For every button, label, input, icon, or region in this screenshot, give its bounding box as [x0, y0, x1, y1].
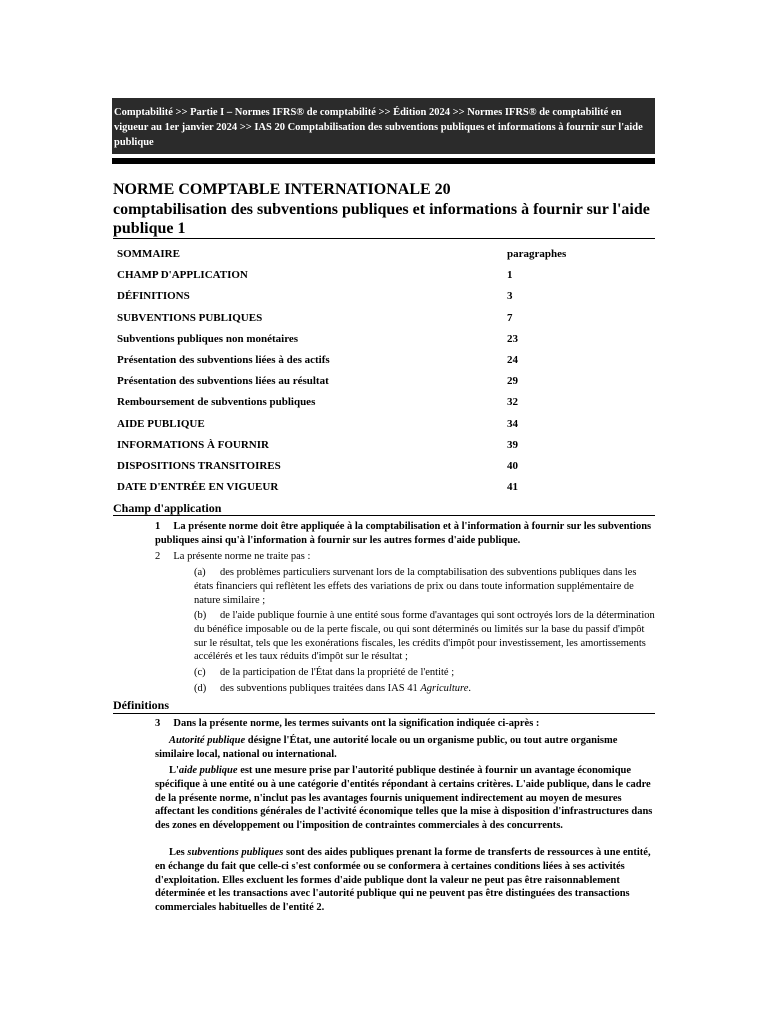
toc-row[interactable]: [113, 329, 573, 350]
paragraph-number: 1: [155, 521, 161, 532]
definition-autorite-publique: [155, 734, 656, 762]
paragraph-3: [155, 717, 655, 731]
list-item: [194, 666, 656, 680]
list-item-letter: (a): [194, 567, 206, 578]
definition-text: désigne l'État, une autorité locale ou un organisme public, ou tout autre organisme similaire local, national ou international.: [155, 735, 618, 760]
toc-paragraph-number: 3: [507, 290, 513, 303]
definition-text: est une mesure prise par l'autorité publique destinée à fournir un avantage économique spécifique à une entité ou à une catégorie d'entités répondant à certains critères. L'aide publique, dans le cadre de la présente norme, n'inclut pas les avantages fournis uniquement indirectement au moyen de mesures affectant les conditions générales de l'activité économique telles que la mise à disposition d'infrastructures dans des zones en développement ou l'imposition de contraintes commerciales à des concurrents.: [155, 765, 653, 832]
toc-row[interactable]: [113, 414, 573, 435]
toc-row[interactable]: [113, 477, 573, 498]
header-divider-bar: [112, 158, 655, 164]
section-rule: [113, 713, 655, 714]
definition-prefix: Les: [169, 847, 188, 858]
table-of-contents: [113, 244, 573, 498]
toc-header-col: paragraphes: [507, 248, 567, 260]
toc-row[interactable]: [113, 350, 573, 371]
toc-row[interactable]: [113, 456, 573, 477]
paragraph-text: La présente norme ne traite pas :: [173, 551, 311, 562]
breadcrumb-separator: >>: [239, 122, 252, 133]
definition-term: Autorité publique: [169, 735, 246, 746]
page-title: [113, 180, 658, 238]
toc-row[interactable]: [113, 265, 573, 286]
list-item-text: des problèmes particuliers survenant lors de la comptabilisation des subventions publiques dans les états financiers qui reflètent les effets des variations de prix ou dans toute information supplémentaire de nature similaire ;: [194, 567, 637, 606]
toc-paragraph-number: 1: [507, 269, 513, 282]
paragraph-number: 3: [155, 718, 161, 729]
definition-subventions-publiques: [155, 846, 656, 915]
paragraph-text: Dans la présente norme, les termes suivants ont la signification indiquée ci-après :: [173, 718, 540, 729]
paragraph-text: La présente norme doit être appliquée à la comptabilisation et à l'information à fournir sur les subventions publiques ainsi qu'à l'information à fournir sur les autres formes d'aide publique.: [155, 521, 652, 546]
toc-link[interactable]: DATE D'ENTRÉE EN VIGUEUR: [117, 481, 279, 494]
toc-link[interactable]: CHAMP D'APPLICATION: [117, 269, 248, 282]
toc-link[interactable]: SUBVENTIONS PUBLIQUES: [117, 311, 263, 324]
toc-link[interactable]: Subventions publiques non monétaires: [117, 332, 299, 345]
definition-term: aide publique: [178, 765, 238, 776]
toc-paragraph-number: 29: [507, 375, 518, 388]
toc-paragraph-number: 32: [507, 396, 518, 409]
section-heading-champ: Champ d'application: [113, 501, 222, 515]
toc-header-label: SOMMAIRE: [117, 248, 180, 260]
breadcrumb-link-ias20[interactable]: IAS 20 Comptabilisation des subventions publiques et informations à fournir sur l'aide publique: [114, 122, 643, 148]
list-item: [194, 609, 656, 664]
breadcrumb-separator: >>: [378, 107, 391, 118]
toc-link[interactable]: AIDE PUBLIQUE: [117, 417, 205, 430]
breadcrumb-separator: >>: [175, 107, 188, 118]
section-heading-definitions: Définitions: [113, 698, 170, 712]
definition-prefix: L': [169, 765, 179, 776]
list-item: [194, 566, 656, 607]
breadcrumb-link-edition[interactable]: Édition 2024: [393, 107, 450, 118]
toc-paragraph-number: 24: [507, 353, 518, 366]
toc-paragraph-number: 23: [507, 332, 518, 345]
toc-link[interactable]: Remboursement de subventions publiques: [117, 396, 316, 409]
toc-row[interactable]: [113, 435, 573, 456]
toc-row[interactable]: [113, 286, 573, 307]
paragraph-number: 2: [155, 551, 161, 562]
toc-paragraph-number: 41: [507, 481, 518, 494]
paragraph-2: [155, 550, 655, 564]
list-item-text: de la participation de l'État dans la propriété de l'entité ;: [220, 667, 455, 678]
list-item-italic: Agriculture: [420, 683, 469, 694]
toc-paragraph-number: 40: [507, 459, 518, 472]
breadcrumb: [112, 98, 655, 154]
list-item-letter: (c): [194, 667, 206, 678]
list-item-letter: (b): [194, 610, 207, 621]
breadcrumb-link-partie-1[interactable]: Partie I – Normes IFRS® de comptabilité: [190, 107, 376, 118]
title-standard-number: NORME COMPTABLE INTERNATIONALE 20: [113, 181, 451, 198]
definition-text: sont des aides publiques prenant la forme de transferts de ressources à une entité, en échange du fait que celle-ci s'est conformée ou se conformera à certaines conditions liées à ses activités d'exploitation. Elles excluent les formes d'aide publique dont la valeur ne peut pas être raisonnablement déterminée et les transactions avec l'autorité publique qui ne peuvent pas être distinguées des transactions commerciales habituelles de l'entité 2.: [155, 847, 651, 914]
definition-aide-publique: [155, 764, 656, 833]
toc-link[interactable]: Présentation des subventions liées au résultat: [117, 375, 329, 388]
title-rule: [113, 238, 655, 239]
toc-row[interactable]: [113, 371, 573, 392]
list-item-after: .: [468, 683, 472, 694]
toc-paragraph-number: 39: [507, 438, 518, 451]
list-item-text: de l'aide publique fournie à une entité sous forme d'avantages qui sont octroyés lors de la détermination du bénéfice imposable ou de la perte fiscale, ou qui sont déterminés ou limités sur la base du passif d'impôt sur le résultat, tels que les exonérations fiscales, les crédits d'impôt pour investissement, les amortissements accélérés et les taux réduits d'impôt sur le résultat ;: [194, 610, 655, 663]
toc-link[interactable]: DISPOSITIONS TRANSITOIRES: [117, 459, 281, 472]
definition-term: subventions publiques: [187, 847, 284, 858]
toc-link[interactable]: Présentation des subventions liées à des actifs: [117, 353, 330, 366]
list-item: [194, 682, 656, 696]
breadcrumb-link-normes-en-vigueur[interactable]: Normes IFRS® de comptabilité en vigueur au 1er janvier 2024: [114, 107, 622, 133]
list-item-text: des subventions publiques traitées dans IAS 41: [220, 683, 421, 694]
list-item-letter: (d): [194, 683, 207, 694]
section-rule: [113, 515, 655, 516]
paragraph-1: [155, 520, 655, 548]
toc-row[interactable]: [113, 392, 573, 413]
toc-paragraph-number: 7: [507, 311, 513, 324]
toc-paragraph-number: 34: [507, 417, 518, 430]
breadcrumb-separator: >>: [452, 107, 465, 118]
breadcrumb-link-comptabilite[interactable]: Comptabilité: [114, 107, 173, 118]
toc-link[interactable]: DÉFINITIONS: [117, 290, 190, 303]
toc-link[interactable]: INFORMATIONS À FOURNIR: [117, 438, 269, 451]
title-standard-name: comptabilisation des subventions publiques et informations à fournir sur l'aide publique 1: [113, 201, 650, 237]
toc-header-row: [113, 244, 573, 265]
toc-row[interactable]: [113, 308, 573, 329]
